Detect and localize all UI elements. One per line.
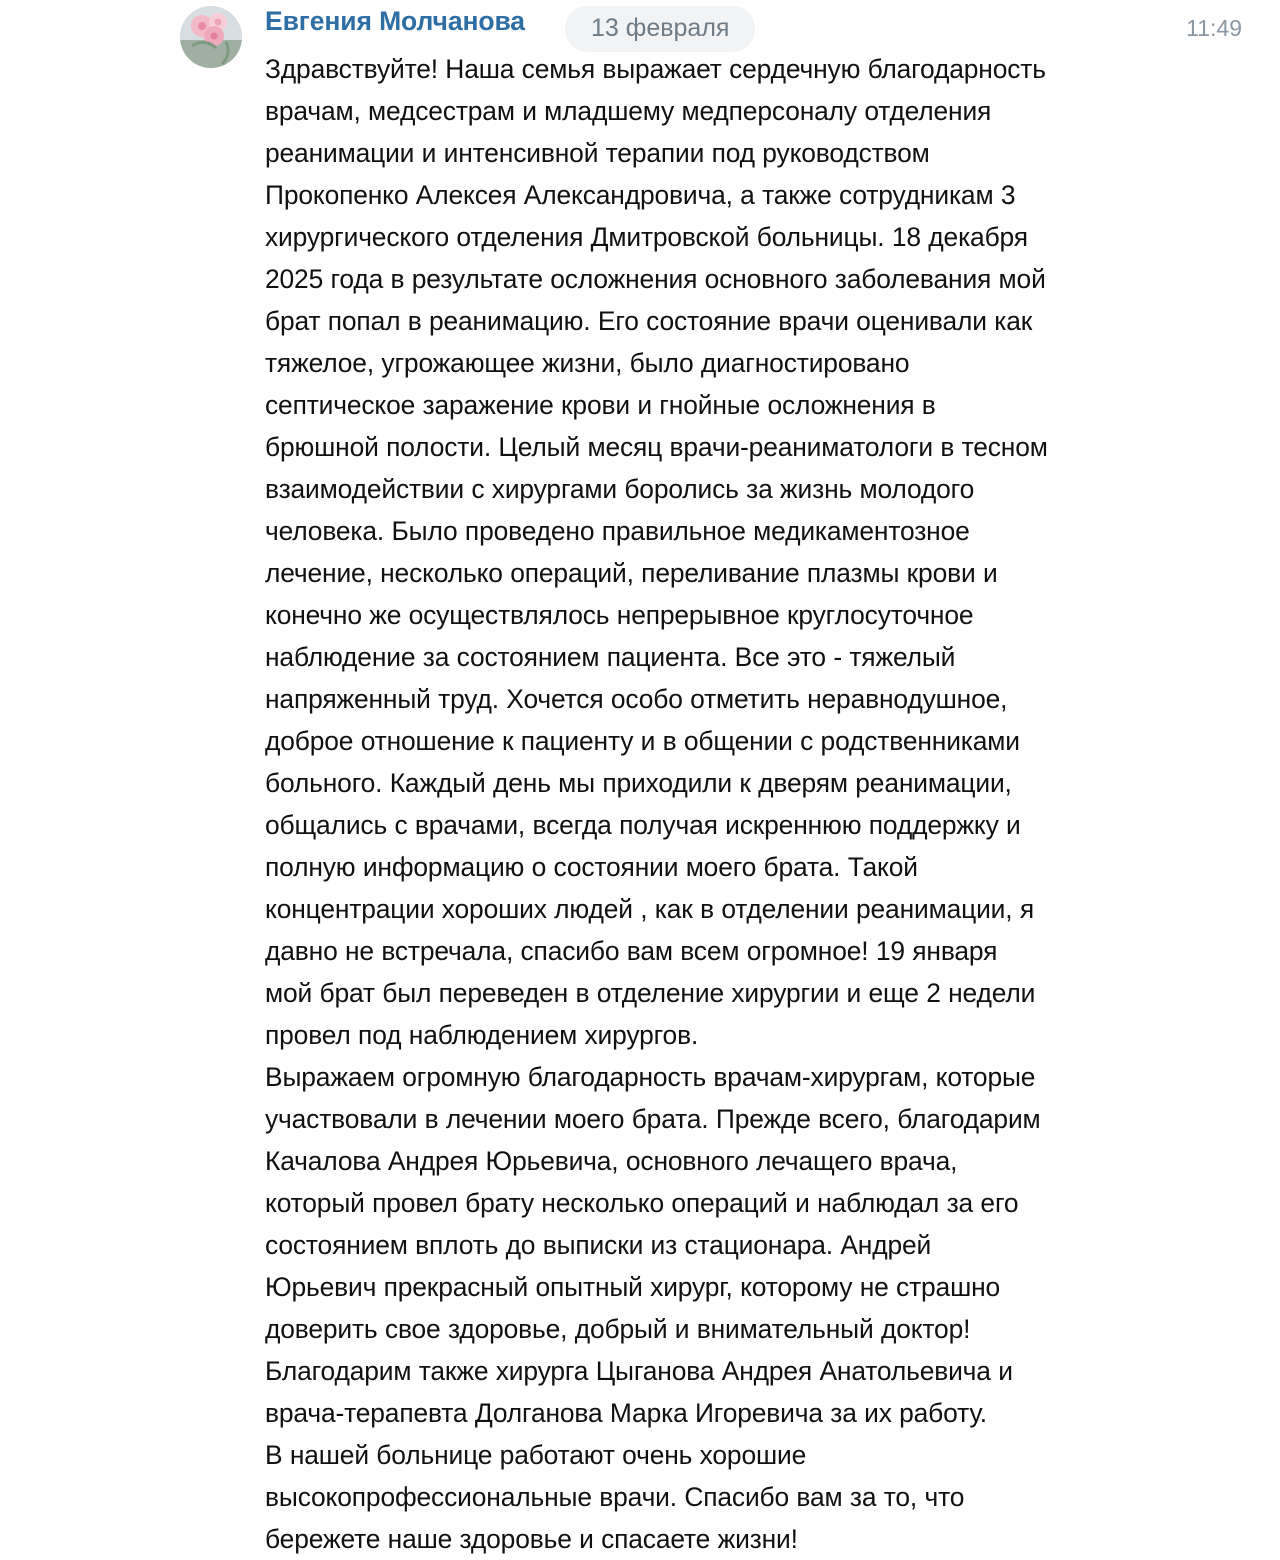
- message-paragraph: Здравствуйте! Наша семья выражает сердечную благодарность врачам, медсестрам и младшему медперсоналу отделения реанимации и интенсивной терапии под руководством Прокопенко Алексея Александровича, а также сотрудникам 3 хирургического отделения Дмитровской больницы. 18 декабря 2025 года в результате осложнения основного заболевания мой брат попал в реанимацию. Его состояние врачи оценивали как тяжелое, угрожающее жизни, было диагностировано септическое заражение крови и гнойные осложнения в брюшной полости. Целый месяц врачи-реаниматологи в тесном взаимодействии с хирургами боролись за жизнь молодого человека. Было проведено правильное медикаментозное лечение, несколько операций, переливание плазмы крови и конечно же осуществлялось непрерывное круглосуточное наблюдение за состоянием пациента. Все это - тяжелый напряженный труд. Хочется особо отметить неравнодушное, доброе отношение к пациенту и в общении с родственниками больного. Каждый день мы приходили к дверям реанимации, общались с врачами, всегда получая искреннюю поддержку и полную информацию о состоянии моего брата. Такой концентрации хороших людей , как в отделении реанимации, я давно не встречала, спасибо вам всем огромное! 19 января мой брат был переведен в отделение хирургии и еще 2 недели провел под наблюдением хирургов.: [265, 54, 1048, 1050]
- message-paragraph: Выражаем огромную благодарность врачам-хирургам, которые участвовали в лечении моего брата. Прежде всего, благодарим Качалова Андрея Юрьевича, основного лечащего врача, который провел брату несколько операций и наблюдал за его состоянием вплоть до выписки из стационара. Андрей Юрьевич прекрасный опытный хирург, которому не страшно доверить свое здоровье, добрый и внимательный доктор! Благодарим также хирурга Цыганова Андрея Анатольевича и врача-терапевта Долганова Марка Игоревича за их работу.: [265, 1062, 1041, 1428]
- message-paragraph: В нашей больнице работают очень хорошие высокопрофессиональные врачи. Спасибо вам за то, что бережете наше здоровье и спасаете жизни!: [265, 1440, 965, 1554]
- message-header: [0, 0, 1280, 52]
- date-badge: 13 февраля: [565, 6, 755, 52]
- message-body: [0, 48, 1280, 1560]
- message-author[interactable]: Евгения Молчанова: [265, 6, 525, 36]
- message-time: 11:49: [1186, 15, 1242, 41]
